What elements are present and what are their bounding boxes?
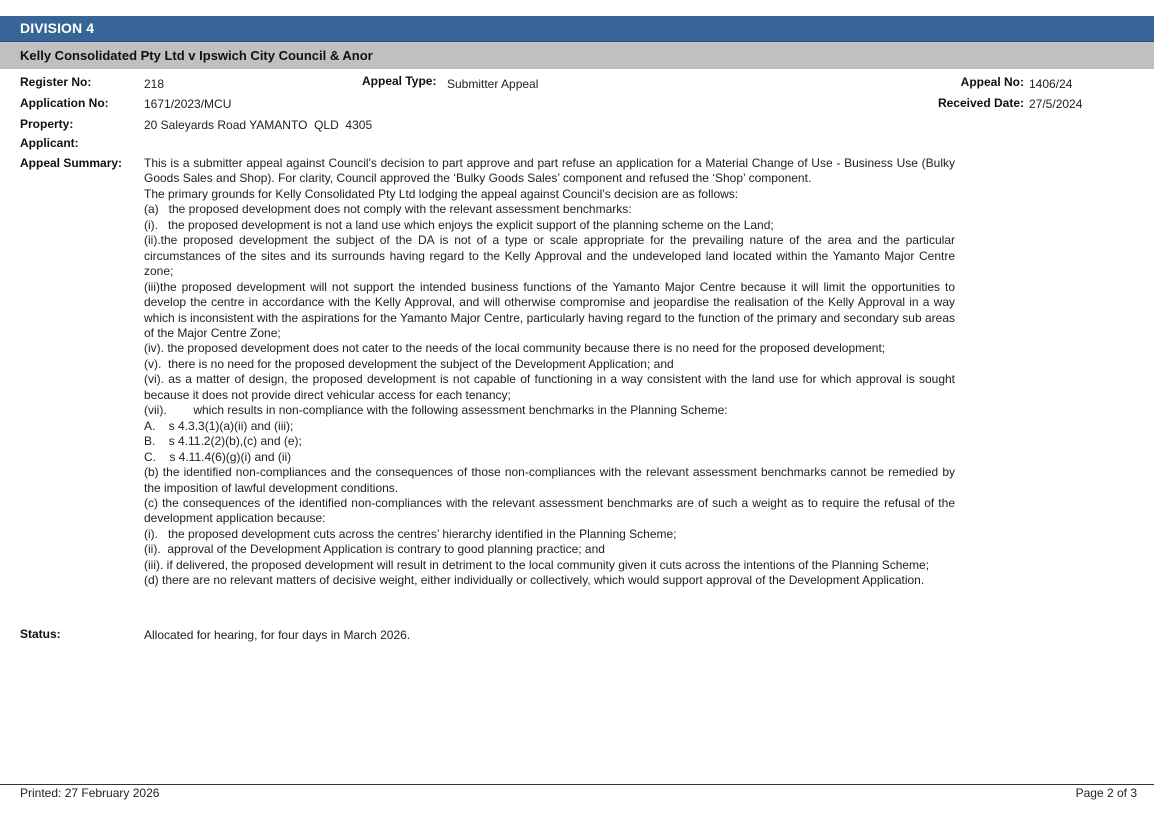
status-label: Status: (20, 627, 61, 641)
property-label: Property: (20, 117, 74, 131)
received-date-label: Received Date: (937, 96, 1024, 110)
summary-paragraph: (a) the proposed development does not comply with the relevant assessment benchmarks: (144, 202, 632, 217)
appeal-no-label: Appeal No: (960, 75, 1024, 89)
application-no-value: 1671/2023/MCU (144, 97, 232, 111)
summary-paragraph: C. s 4.11.4(6)(g)(i) and (ii) (144, 449, 292, 464)
appeal-summary-label: Appeal Summary: (20, 156, 123, 170)
summary-paragraph: (vii). which results in non-compliance with the following assessment benchmarks in the Planning Scheme: (144, 403, 728, 418)
application-no-label: Application No: (20, 96, 109, 110)
summary-paragraph: The primary grounds for Kelly Consolidated Pty Ltd lodging the appeal against Council’s decision are as follows: (144, 186, 739, 201)
summary-paragraph: (b) the identified non-compliances and the consequences of those non-compliances with the relevant assessment benchmarks cannot be remedied by the imposition of lawful development conditions. (144, 465, 955, 495)
appeal-summary-text (144, 156, 955, 589)
summary-paragraph: (c) the consequences of the identified non-compliances with the relevant assessment benchmarks are of such a weight as to require the refusal of the development application because: (144, 495, 955, 526)
register-no-label: Register No: (20, 75, 92, 89)
page-number: Page 2 of 3 (1075, 786, 1137, 800)
summary-paragraph: (i). the proposed development cuts across the centres’ hierarchy identified in the Planning Scheme; (144, 526, 677, 541)
appeal-no-value: 1406/24 (1029, 77, 1073, 91)
printed-date: Printed: 27 February 2026 (20, 786, 160, 800)
summary-paragraph: (i). the proposed development is not a land use which enjoys the explicit support of the planning scheme on the Land; (144, 217, 774, 232)
division-title: DIVISION 4 (20, 20, 95, 36)
appeal-type-label: Appeal Type: (362, 74, 437, 88)
case-title: Kelly Consolidated Pty Ltd v Ipswich City Council & Anor (20, 48, 373, 63)
footer-divider (0, 784, 1154, 785)
received-date-value: 27/5/2024 (1029, 97, 1083, 111)
division-header-bar (0, 16, 1154, 42)
appeal-type-value: Submitter Appeal (447, 77, 539, 91)
summary-paragraph: (iii)the proposed development will not support the intended business functions of the Yamanto Major Centre because it will limit the opportunities to develop the centre in accordance with the Kelly Approval, and will otherwise compromise and jeopardise the realisation of the Kelly Approval in a way which is inconsistent with the aspirations for the Yamanto Major Centre, particularly having regard to the function of the primary and secondary sub areas of the Major Centre Zone; (144, 279, 955, 340)
summary-paragraph: (ii). approval of the Development Application is contrary to good planning practice; and (144, 542, 605, 557)
summary-paragraph: This is a submitter appeal against Council's decision to part approve and part refuse an application for a Material Change of Use - Business Use (Bulky Goods Sales and Shop). For clarity, Council approved the ‘Bulky Goods Sales’ component and refused the ‘Shop’ component. (144, 156, 955, 186)
property-value: 20 Saleyards Road YAMANTO QLD 4305 (144, 118, 373, 132)
summary-paragraph: (ii).the proposed development the subject of the DA is not of a type or scale appropriate for the prevailing nature of the area and the particular circumstances of the sites and its surrounds having regard to the Kelly Approval and the undeveloped land located within the Yamanto Major Centre zone; (144, 233, 955, 279)
applicant-label: Applicant: (20, 136, 79, 150)
summary-paragraph: (iii). if delivered, the proposed development will result in detriment to the local community given it cuts across the intentions of the Planning Scheme; (144, 557, 930, 572)
summary-paragraph: (v). there is no need for the proposed development the subject of the Development Application; and (144, 356, 674, 371)
summary-paragraph: (d) there are no relevant matters of decisive weight, either individually or collectively, which would support approval of the Development Application. (144, 573, 925, 588)
case-title-bar (0, 42, 1154, 69)
summary-paragraph: (vi). as a matter of design, the proposed development is not capable of functioning in a way consistent with the land use for which approval is sought because it does not provide direct vehicular access for each tenancy; (144, 372, 955, 402)
register-no-value: 218 (144, 77, 165, 91)
summary-paragraph: B. s 4.11.2(2)(b),(c) and (e); (144, 434, 302, 449)
summary-paragraph: A. s 4.3.3(1)(a)(ii) and (iii); (144, 418, 294, 433)
status-value: Allocated for hearing, for four days in March 2026. (144, 628, 411, 642)
summary-paragraph: (iv). the proposed development does not cater to the needs of the local community because there is no need for the proposed development; (144, 341, 886, 356)
